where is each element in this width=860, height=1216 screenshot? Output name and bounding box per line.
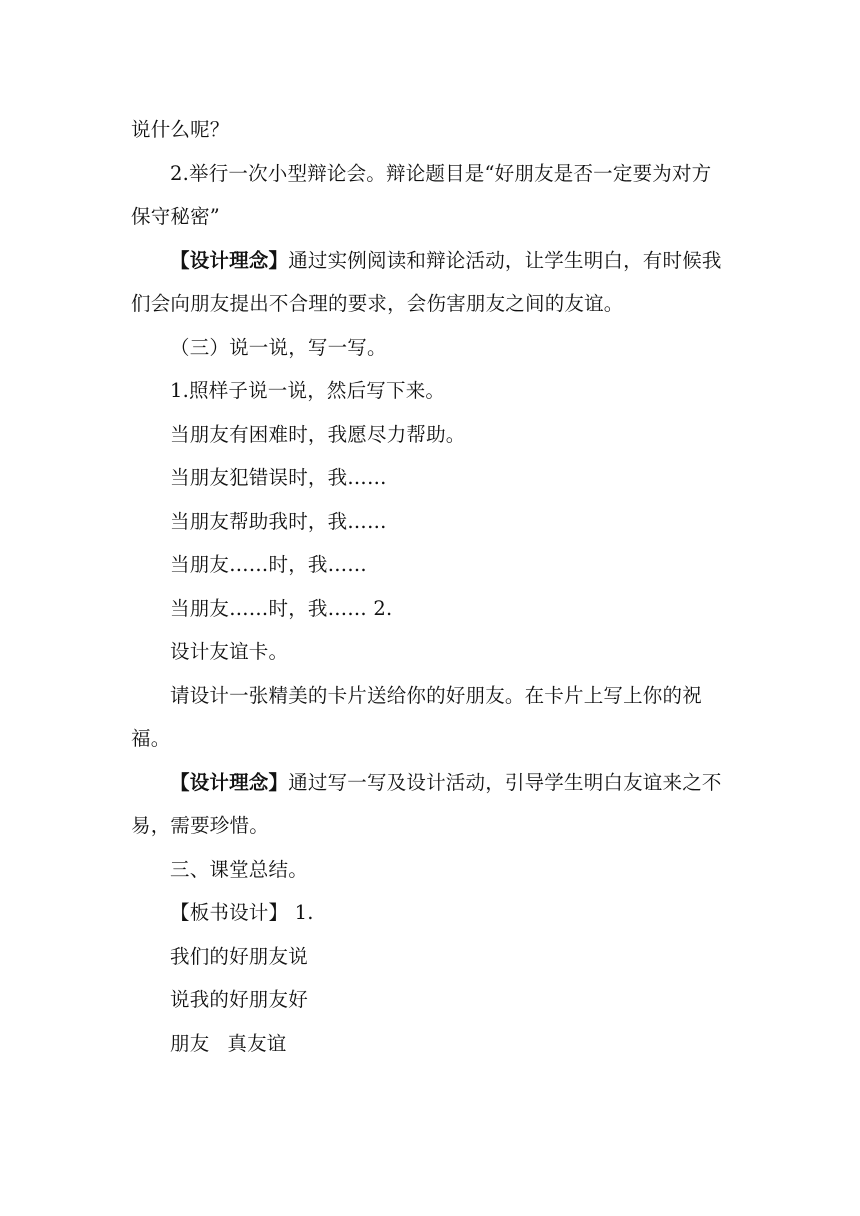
board-design-line: [131, 1022, 731, 1066]
board-design-word: 真友谊: [227, 1031, 287, 1055]
paragraph-line: 保守秘密”: [131, 205, 220, 228]
document-body: [131, 108, 731, 1065]
paragraph-line: 1.照样子说一说，然后写下来。: [170, 379, 446, 402]
paragraph-line: 当朋友……时，我…… 2.: [170, 596, 393, 620]
paragraph-line: 设计友谊卡。: [170, 640, 289, 663]
design-concept-label: 【设计理念】: [170, 248, 289, 272]
design-concept-label: 【设计理念】: [170, 770, 289, 794]
paragraph-line: 当朋友……时，我……: [170, 553, 368, 576]
paragraph-line: [131, 761, 731, 805]
paragraph-text: 通过实例阅读和辩论活动，让学生明白，有时候我: [288, 248, 722, 272]
paragraph-text: 通过写一写及设计活动，引导学生明白友谊来之不: [288, 770, 722, 794]
paragraph-line: 当朋友有困难时，我愿尽力帮助。: [170, 422, 466, 446]
section-heading: 三、课堂总结。: [170, 857, 308, 881]
board-design-line: 我们的好朋友说: [170, 944, 308, 968]
section-heading: （三）说一说，写一写。: [170, 335, 387, 359]
paragraph-line: 们会向朋友提出不合理的要求，会伤害朋友之间的友谊。: [131, 292, 624, 315]
paragraph-line: 易，需要珍惜。: [131, 814, 269, 837]
paragraph-line: [131, 239, 731, 283]
paragraph-line: 请设计一张精美的卡片送给你的好朋友。在卡片上写上你的祝: [170, 683, 702, 707]
paragraph-line: 当朋友帮助我时，我……: [170, 509, 387, 533]
board-design-word: 朋友: [170, 1031, 210, 1055]
paragraph-line: 说什么呢？: [131, 118, 230, 141]
paragraph-line: 当朋友犯错误时，我……: [170, 466, 387, 489]
paragraph-line: 2.举行一次小型辩论会。辩论题目是“好朋友是否一定要为对方: [170, 161, 712, 185]
paragraph-line: 福。: [131, 727, 171, 750]
board-design-heading: 【板书设计】 1.: [170, 901, 314, 924]
board-design-line: 说我的好朋友好: [170, 988, 308, 1011]
